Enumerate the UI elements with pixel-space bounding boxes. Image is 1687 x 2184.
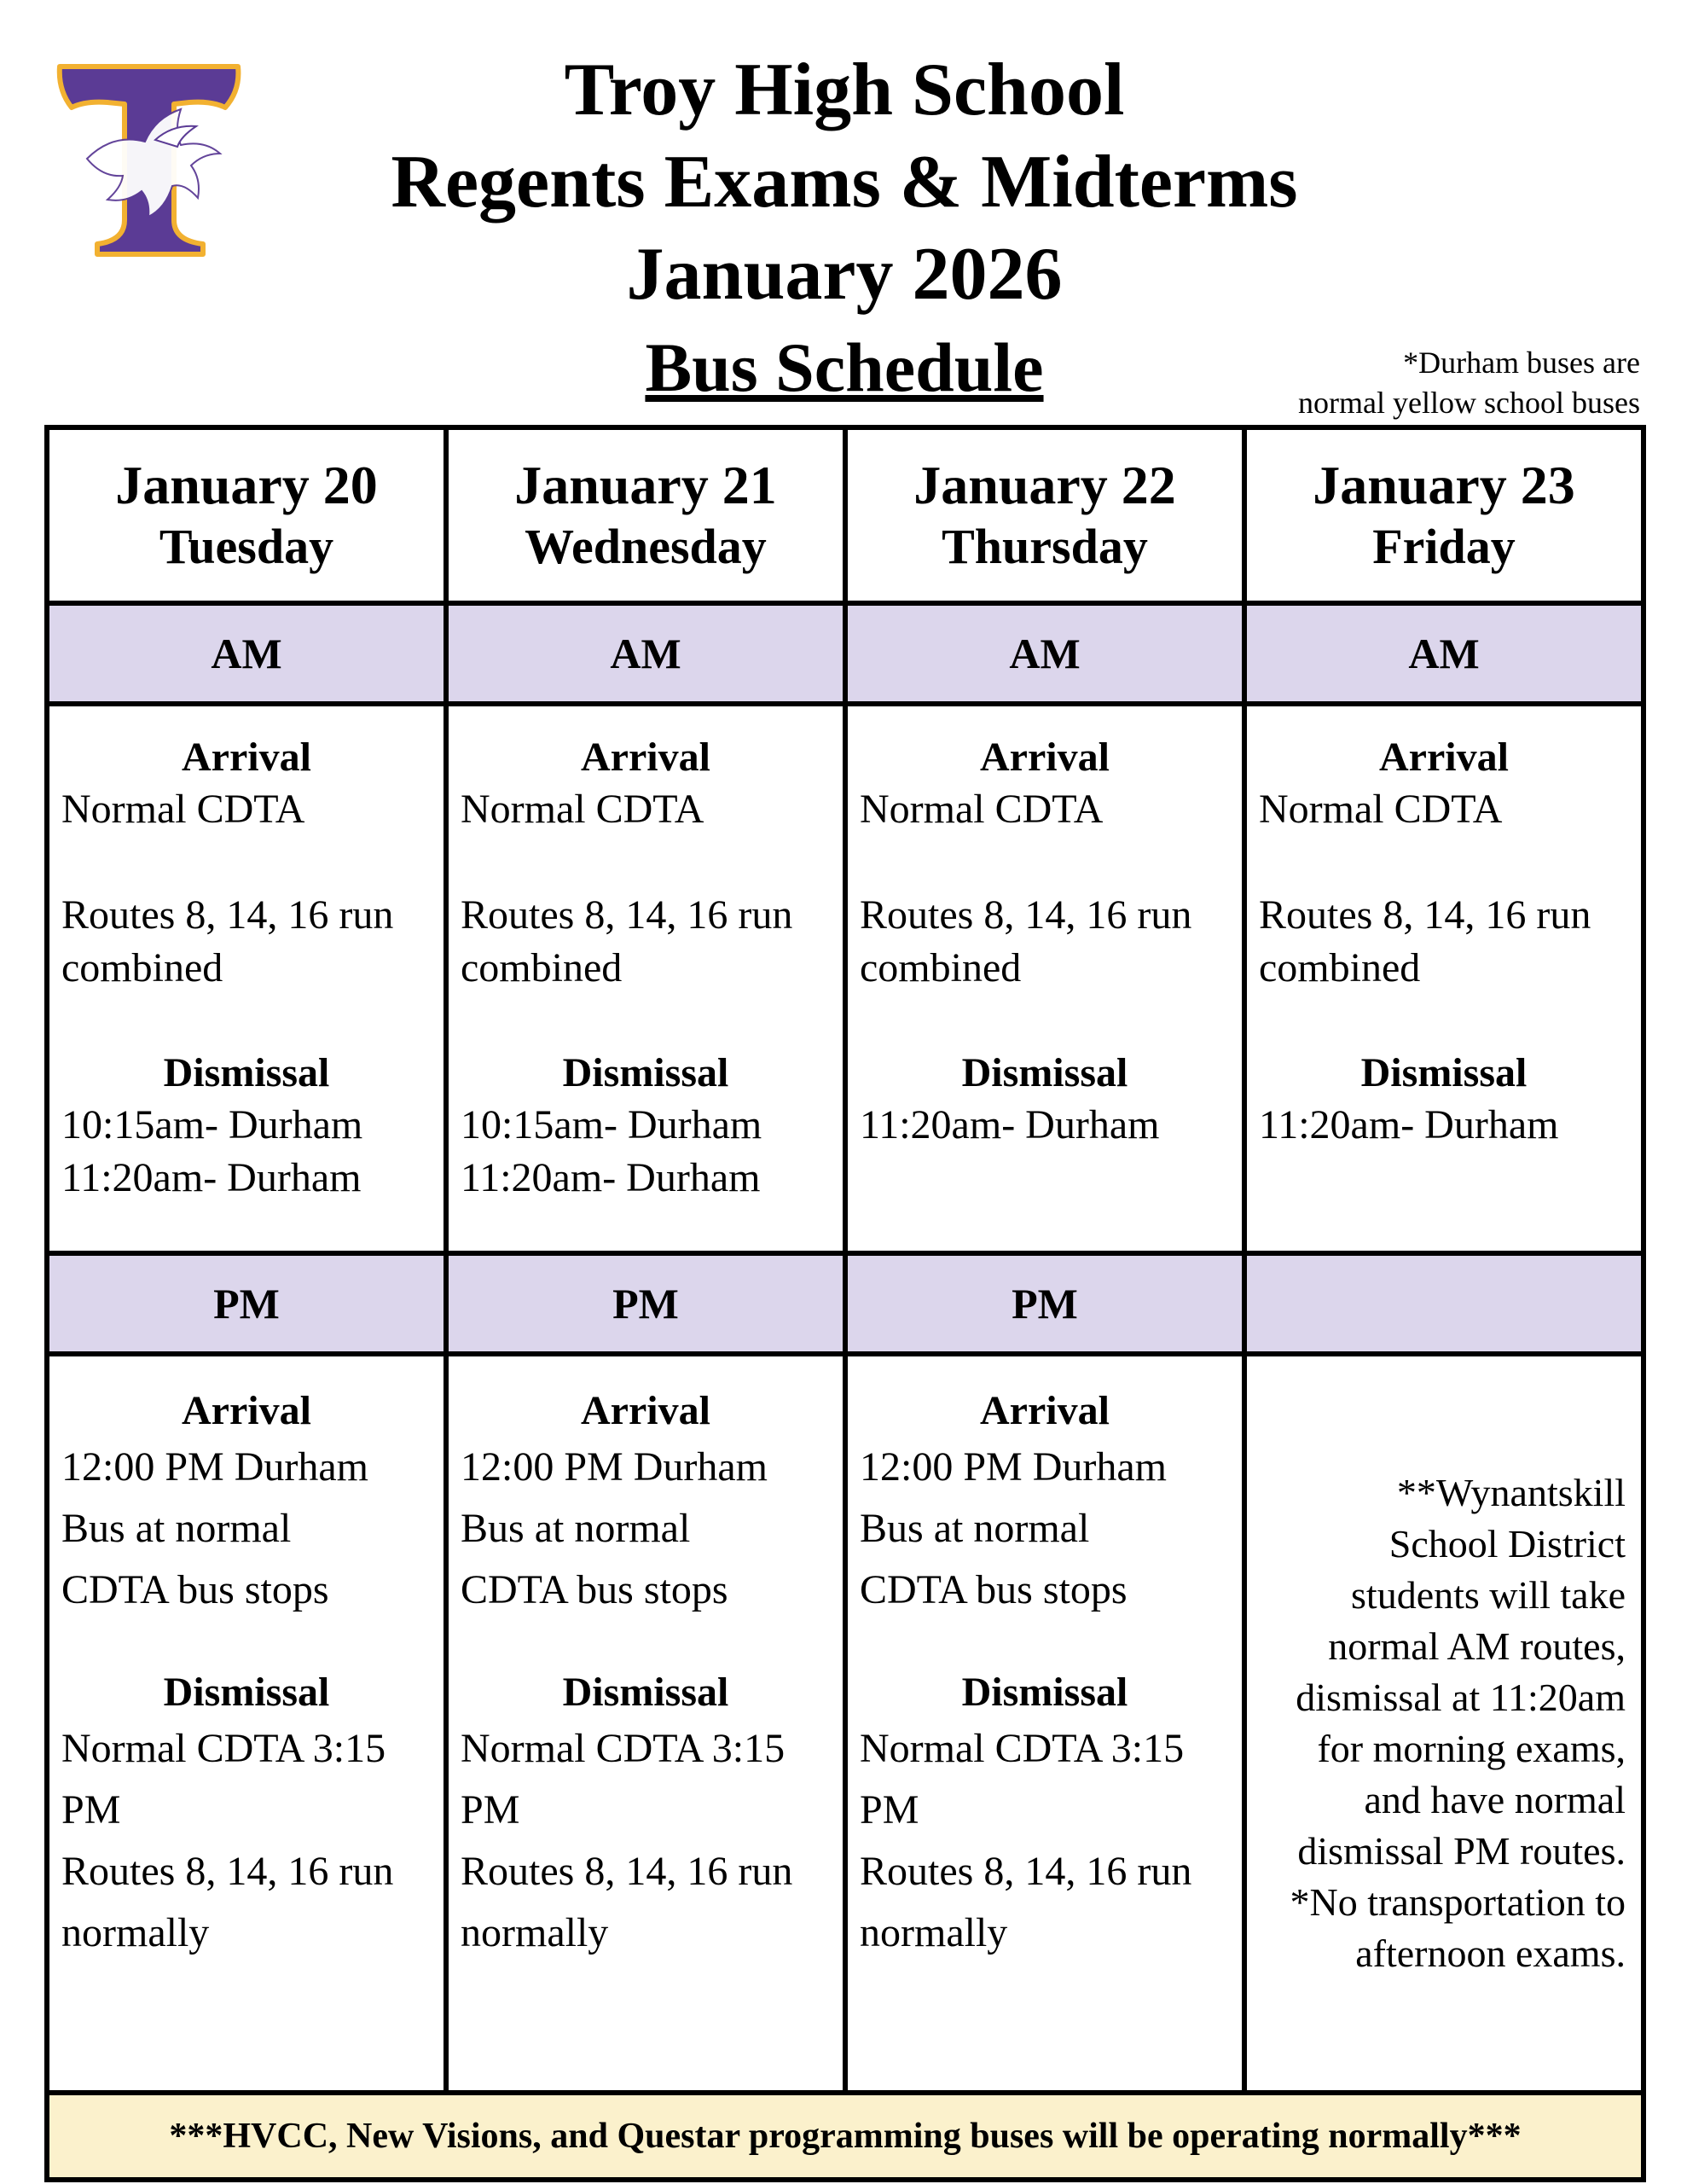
arrival-line: combined xyxy=(61,945,223,990)
durham-note-line: normal yellow school buses xyxy=(1298,386,1640,420)
am-details-row xyxy=(47,704,1644,1253)
dismissal-line: Normal CDTA 3:15 xyxy=(61,1726,386,1771)
day-weekday: Friday xyxy=(1372,519,1516,574)
wynantskill-note-line: dismissal PM routes. xyxy=(1297,1829,1626,1873)
dismissal-line: normally xyxy=(860,1910,1008,1955)
wynantskill-note-line: students will take xyxy=(1351,1573,1626,1617)
arrival-line: 12:00 PM Durham xyxy=(461,1444,768,1490)
bus-schedule-table xyxy=(44,425,1646,2182)
dismissal-line: Routes 8, 14, 16 run xyxy=(860,1849,1192,1894)
dismissal-line: 10:15am- Durham xyxy=(61,1102,363,1147)
dismissal-heading: Dismissal xyxy=(961,1050,1128,1095)
arrival-line: Bus at normal xyxy=(61,1506,292,1551)
pm-label: PM xyxy=(845,1253,1244,1354)
pm-label: PM xyxy=(446,1253,845,1354)
arrival-line: 12:00 PM Durham xyxy=(860,1444,1167,1490)
dismissal-line: Normal CDTA 3:15 xyxy=(860,1726,1185,1771)
am-band-row xyxy=(47,603,1644,704)
arrival-line: CDTA bus stops xyxy=(461,1567,728,1612)
am-label: AM xyxy=(47,603,446,704)
month-title: January 2026 xyxy=(626,233,1063,316)
dismissal-line: Normal CDTA 3:15 xyxy=(461,1726,786,1771)
arrival-line: Normal CDTA xyxy=(461,787,704,832)
dismissal-line: normally xyxy=(461,1910,609,1955)
wynantskill-note xyxy=(1244,1354,1644,2093)
arrival-line: combined xyxy=(461,945,623,990)
exam-title: Regents Exams & Midterms xyxy=(391,141,1298,224)
pegasus-t-logo-icon xyxy=(53,58,245,258)
day-header xyxy=(845,427,1244,603)
arrival-line: Normal CDTA xyxy=(1259,787,1503,832)
dismissal-line: PM xyxy=(61,1787,121,1833)
pm-label: PM xyxy=(47,1253,446,1354)
am-details xyxy=(47,704,446,1253)
pm-details xyxy=(446,1354,845,2093)
dismissal-line: Routes 8, 14, 16 run xyxy=(461,1849,793,1894)
day-date: January 21 xyxy=(514,455,777,515)
arrival-line: CDTA bus stops xyxy=(61,1567,329,1612)
am-label: AM xyxy=(446,603,845,704)
dismissal-line: PM xyxy=(860,1787,919,1833)
arrival-line: Routes 8, 14, 16 run xyxy=(61,892,394,938)
dismissal-heading: Dismissal xyxy=(1360,1050,1528,1095)
arrival-line: Routes 8, 14, 16 run xyxy=(860,892,1192,938)
arrival-line: combined xyxy=(1259,945,1421,990)
wynantskill-note-line: School District xyxy=(1388,1522,1626,1565)
am-label: AM xyxy=(845,603,1244,704)
durham-note-line: *Durham buses are xyxy=(1403,346,1640,380)
wynantskill-note-line: dismissal at 11:20am xyxy=(1296,1676,1626,1719)
dismissal-heading: Dismissal xyxy=(562,1050,729,1095)
arrival-line: Bus at normal xyxy=(461,1506,691,1551)
day-date: January 20 xyxy=(115,455,378,515)
dismissal-heading: Dismissal xyxy=(562,1670,729,1715)
arrival-line: Routes 8, 14, 16 run xyxy=(461,892,793,938)
day-weekday: Thursday xyxy=(942,519,1148,574)
programming-buses-note: ***HVCC, New Visions, and Questar programming buses will be operating normally*** xyxy=(47,2093,1644,2180)
arrival-line: Routes 8, 14, 16 run xyxy=(1259,892,1591,938)
arrival-heading: Arrival xyxy=(581,735,710,780)
arrival-line: Bus at normal xyxy=(860,1506,1090,1551)
wynantskill-note-line: for morning exams, xyxy=(1317,1727,1626,1770)
pm-details-row xyxy=(47,1354,1644,2093)
dismissal-line: 11:20am- Durham xyxy=(860,1102,1160,1147)
title-block xyxy=(256,44,1433,415)
day-header xyxy=(47,427,446,603)
day-date: January 23 xyxy=(1313,455,1575,515)
arrival-heading: Arrival xyxy=(1379,735,1509,780)
durham-note xyxy=(1298,343,1640,423)
am-label: AM xyxy=(1244,603,1644,704)
dismissal-heading: Dismissal xyxy=(163,1050,330,1095)
dismissal-line: normally xyxy=(61,1910,210,1955)
arrival-line: 12:00 PM Durham xyxy=(61,1444,368,1490)
arrival-heading: Arrival xyxy=(980,735,1110,780)
day-header-row xyxy=(47,427,1644,603)
wynantskill-note-line: *No transportation to xyxy=(1290,1880,1626,1924)
day-header xyxy=(446,427,845,603)
pm-label-empty xyxy=(1244,1253,1644,1354)
am-details xyxy=(446,704,845,1253)
pm-band-row xyxy=(47,1253,1644,1354)
school-title: Troy High School xyxy=(564,49,1125,131)
pm-details xyxy=(47,1354,446,2093)
am-details xyxy=(845,704,1244,1253)
arrival-heading: Arrival xyxy=(581,1388,710,1433)
wynantskill-note-line: normal AM routes, xyxy=(1328,1624,1626,1668)
dismissal-line: PM xyxy=(461,1787,520,1833)
wynantskill-note-line: afternoon exams. xyxy=(1355,1931,1626,1975)
bus-schedule-heading: Bus Schedule xyxy=(645,328,1044,406)
day-date: January 22 xyxy=(913,455,1176,515)
day-weekday: Tuesday xyxy=(159,519,334,574)
dismissal-line: 11:20am- Durham xyxy=(1259,1102,1559,1147)
footer-row xyxy=(47,2093,1644,2180)
arrival-heading: Arrival xyxy=(980,1388,1110,1433)
arrival-line: CDTA bus stops xyxy=(860,1567,1128,1612)
dismissal-line: 10:15am- Durham xyxy=(461,1102,762,1147)
arrival-line: Normal CDTA xyxy=(61,787,305,832)
pm-details xyxy=(845,1354,1244,2093)
day-header xyxy=(1244,427,1644,603)
dismissal-line: 11:20am- Durham xyxy=(461,1155,761,1200)
arrival-heading: Arrival xyxy=(182,735,311,780)
arrival-line: combined xyxy=(860,945,1022,990)
day-weekday: Wednesday xyxy=(525,519,767,574)
dismissal-heading: Dismissal xyxy=(961,1670,1128,1715)
wynantskill-note-line: **Wynantskill xyxy=(1396,1471,1626,1514)
dismissal-line: 11:20am- Durham xyxy=(61,1155,362,1200)
dismissal-line: Routes 8, 14, 16 run xyxy=(61,1849,394,1894)
arrival-heading: Arrival xyxy=(182,1388,311,1433)
dismissal-heading: Dismissal xyxy=(163,1670,330,1715)
arrival-line: Normal CDTA xyxy=(860,787,1104,832)
wynantskill-note-line: and have normal xyxy=(1364,1778,1626,1821)
am-details xyxy=(1244,704,1644,1253)
